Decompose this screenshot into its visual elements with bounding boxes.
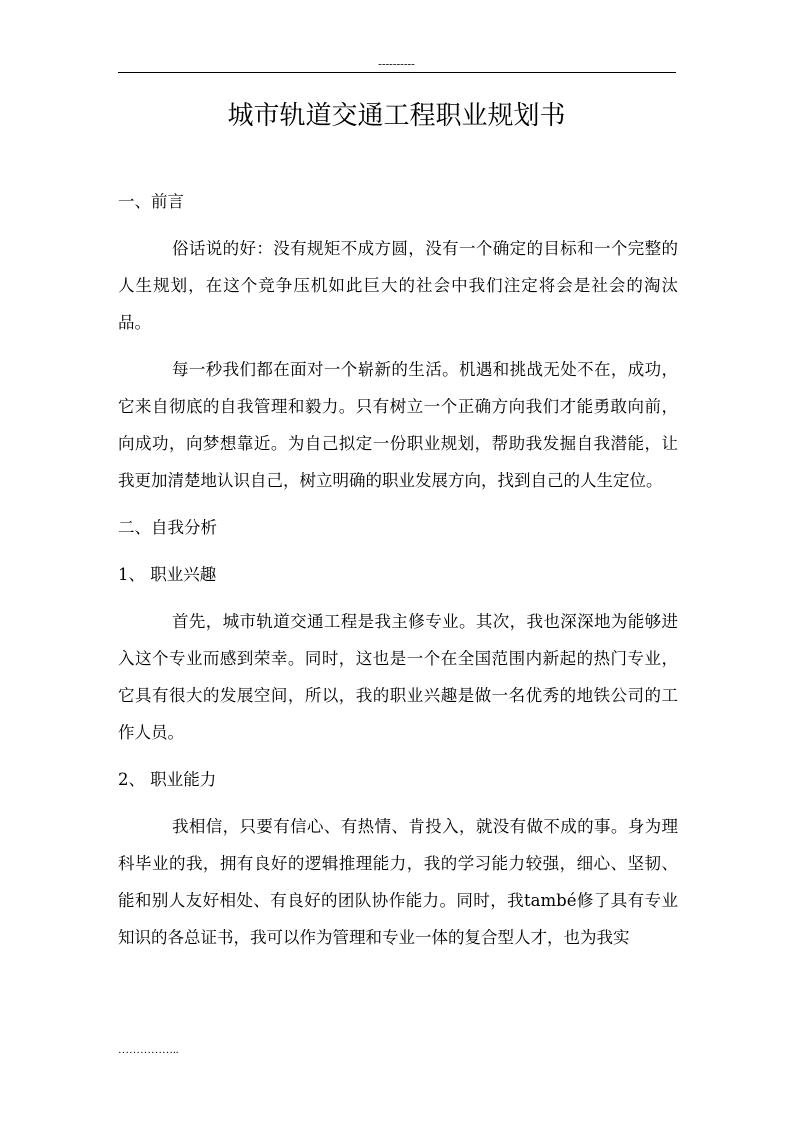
subsection-heading-ability: 2、 职业能力 bbox=[118, 770, 217, 789]
paragraph-opportunity: 每一秒我们都在面对一个崭新的生活。机遇和挑战无处不在，成功，它来自彻底的自我管理和毅力。只有树立一个正确方向我们才能勇敢向前，向成功，向梦想靠近。为自己拟定一份职业规划，帮助我发掘自我潜能，让我更加清楚地认识自己，树立明确的职业发展方向，找到自己的人生定位。 bbox=[118, 360, 678, 490]
document-title: 城市轨道交通工程职业规划书 bbox=[227, 101, 566, 131]
section-heading-self-analysis: 二、自我分析 bbox=[118, 518, 217, 537]
paragraph-ability: 我相信，只要有信心、有热情、肯投入，就没有做不成的事。身为理科毕业的我，拥有良好的逻辑推理能力，我的学习能力较强，细心、坚韧、能和别人友好相处、有良好的团队协作能力。同时，我també修了具有专业知识的各总证书，我可以作为管理和专业一体的复合型人才，也为我实 bbox=[118, 817, 678, 947]
header-mark: ---------- bbox=[378, 58, 415, 70]
section-heading-preface: 一、前言 bbox=[118, 192, 184, 211]
subsection-heading-interest: 1、 职业兴趣 bbox=[118, 565, 217, 584]
footer-mark: …………….. bbox=[118, 1044, 179, 1056]
header-rule bbox=[118, 72, 676, 73]
paragraph-interest: 首先，城市轨道交通工程是我主修专业。其次，我也深深地为能够进入这个专业而感到荣幸。同时，这也是一个在全国范围内新起的热门专业，它具有很大的发展空间，所以，我的职业兴趣是做一名优秀的地铁公司的工作人员。 bbox=[118, 612, 678, 742]
document-body bbox=[118, 183, 678, 956]
paragraph-proverb: 俗话说的好：没有规矩不成方圆，没有一个确定的目标和一个完整的人生规划，在这个竞争压机如此巨大的社会中我们注定将会是社会的淘汰品。 bbox=[118, 239, 678, 332]
